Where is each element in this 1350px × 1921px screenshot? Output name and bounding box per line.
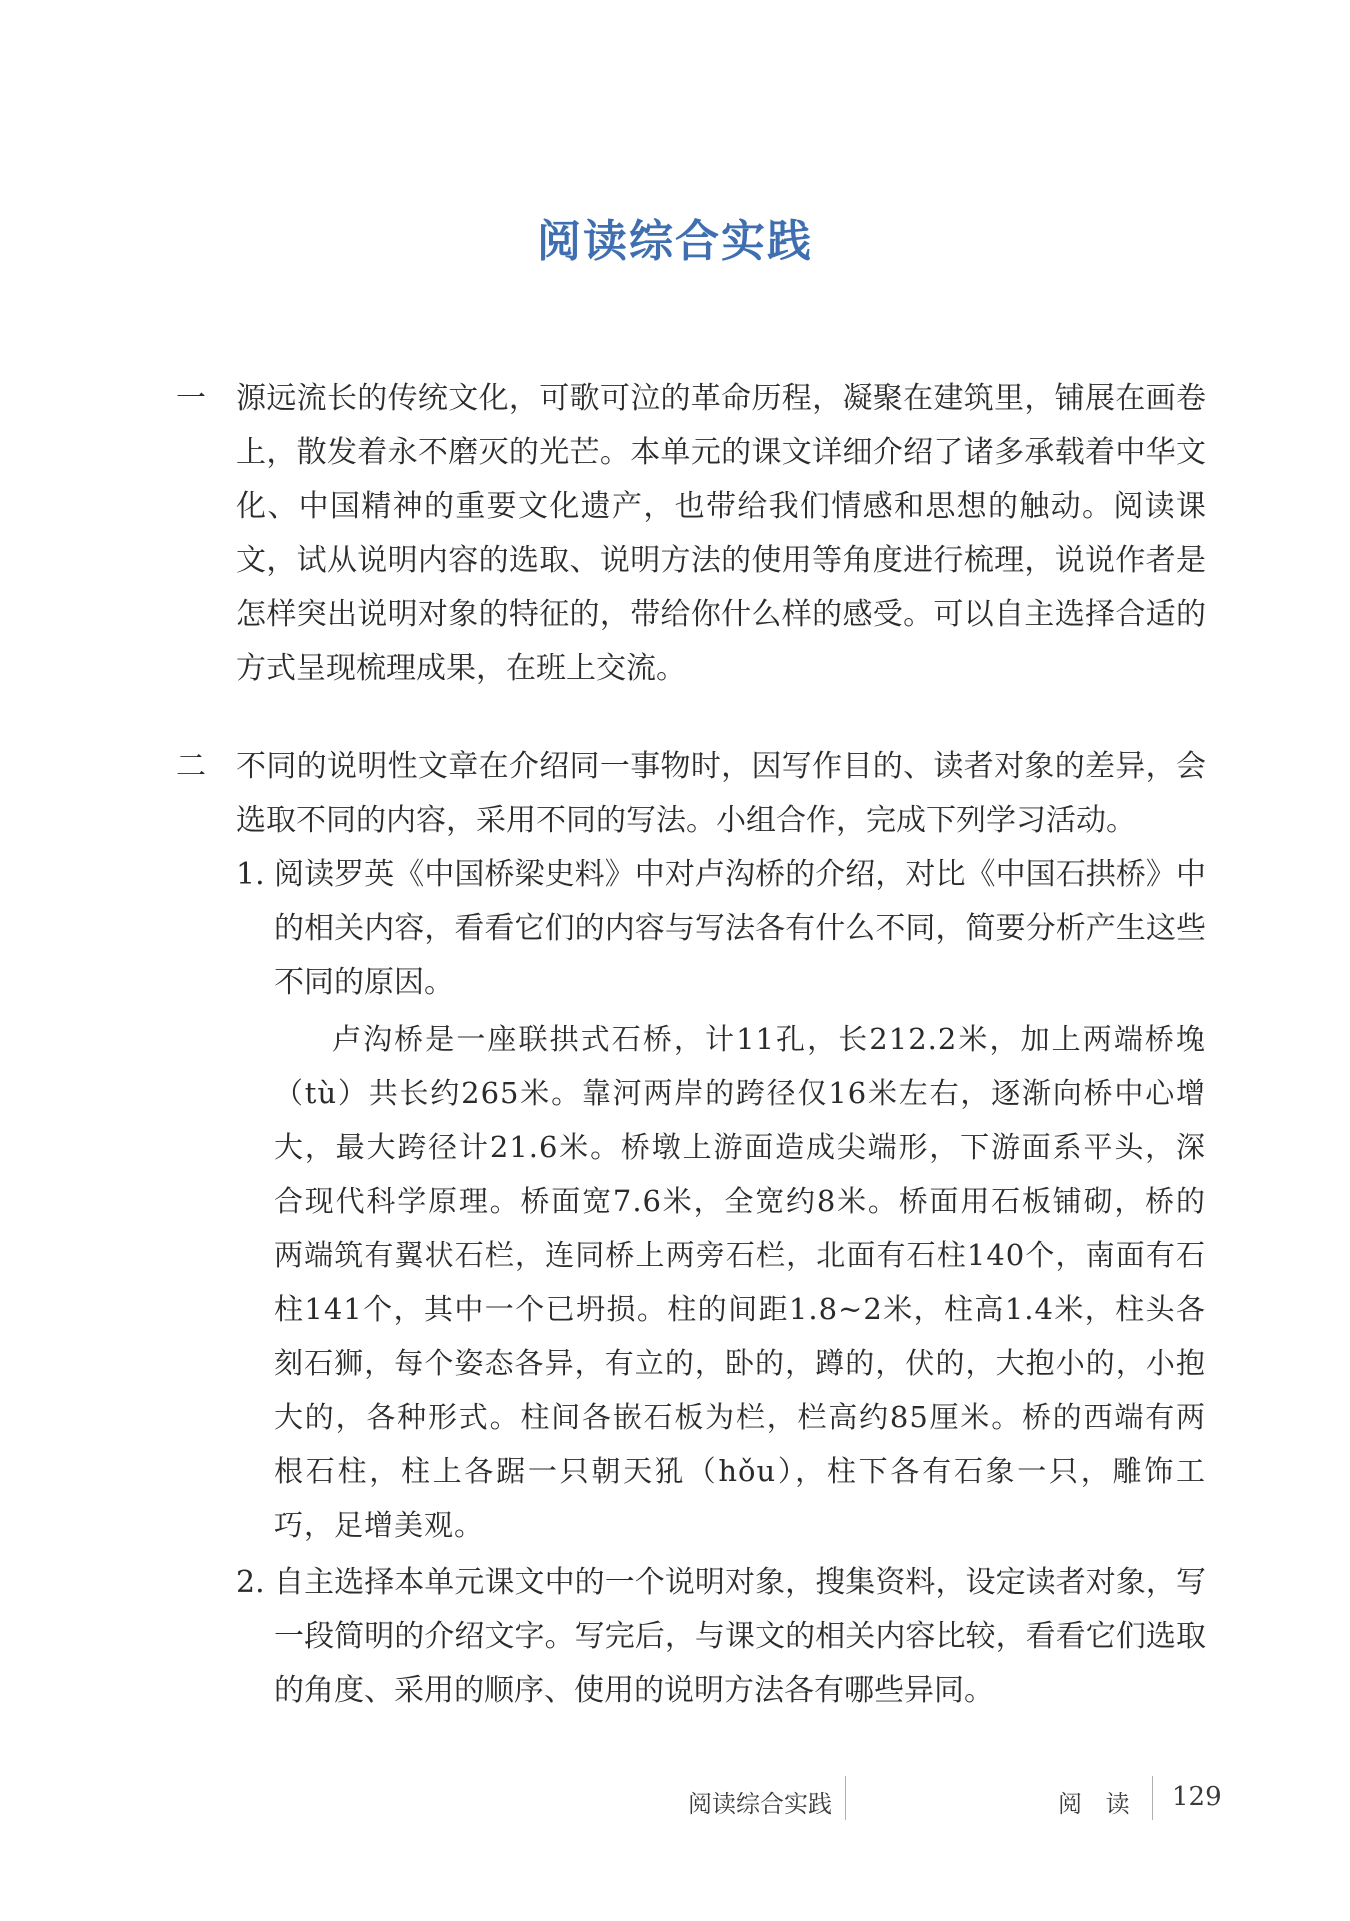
footer-section-name: 阅读综合实践 bbox=[688, 1790, 832, 1818]
footer-divider bbox=[845, 1776, 846, 1820]
section-text: 源远流长的传统文化，可歌可泣的革命历程，凝聚在建筑里，铺展在画卷上，散发着永不磨灭的光芒。本单元的课文详细介绍了诸多承载着中华文化、中国精神的重要文化遗产，也带给我们情感和思想的触动。阅读课文，试从说明内容的选取、说明方法的使用等角度进行梳理，说说作者是怎样突出说明对象的特征的，带给你什么样的感受。可以自主选择合适的方式呈现梳理成果，在班上交流。 bbox=[236, 381, 1206, 686]
activity-item-2 bbox=[236, 1556, 1206, 1718]
page-number: 129 bbox=[1172, 1782, 1222, 1812]
activity-number: 1. bbox=[236, 857, 265, 892]
section-number: 一 bbox=[176, 381, 206, 416]
section-text: 不同的说明性文章在介绍同一事物时，因写作目的、读者对象的差异，会选取不同的内容，采用不同的写法。小组合作，完成下列学习活动。 bbox=[236, 749, 1206, 838]
section-one bbox=[176, 372, 1206, 696]
page-footer bbox=[0, 1776, 1350, 1824]
excerpt-lugou-bridge: 卢沟桥是一座联拱式石桥，计11孔，长212.2米，加上两端桥堍（tù）共长约265米。靠河两岸的跨径仅16米左右，逐渐向桥中心增大，最大跨径计21.6米。桥墩上游面造成尖端形，下游面系平头，深合现代科学原理。桥面宽7.6米，全宽约8米。桥面用石板铺砌，桥的两端筑有翼状石栏，连同桥上两旁石栏，北面有石柱140个，南面有石柱141个，其中一个已坍损。柱的间距1.8~2米，柱高1.4米，柱头各刻石狮，每个姿态各异，有立的，卧的，蹲的，伏的，大抱小的，小抱大的，各种形式。柱间各嵌石板为栏，栏高约85厘米。桥的西端有两根石柱，柱上各踞一只朝天犼（hǒu），柱下各有石象一只，雕饰工巧，足增美观。 bbox=[274, 1022, 1206, 1542]
activity-text: 阅读罗英《中国桥梁史料》中对卢沟桥的介绍，对比《中国石拱桥》中的相关内容，看看它们的内容与写法各有什么不同，简要分析产生这些不同的原因。 bbox=[274, 857, 1206, 1000]
activity-text: 自主选择本单元课文中的一个说明对象，搜集资料，设定读者对象，写一段简明的介绍文字。写完后，与课文的相关内容比较，看看它们选取的角度、采用的顺序、使用的说明方法各有哪些异同。 bbox=[274, 1565, 1206, 1708]
section-two bbox=[176, 740, 1206, 1718]
page-title: 阅读综合实践 bbox=[537, 216, 813, 267]
footer-divider bbox=[1152, 1776, 1153, 1820]
activity-number: 2. bbox=[236, 1565, 265, 1600]
section-number: 二 bbox=[176, 749, 206, 784]
footer-part-name: 阅 读 bbox=[1058, 1790, 1138, 1818]
activity-item-1 bbox=[236, 848, 1206, 1010]
